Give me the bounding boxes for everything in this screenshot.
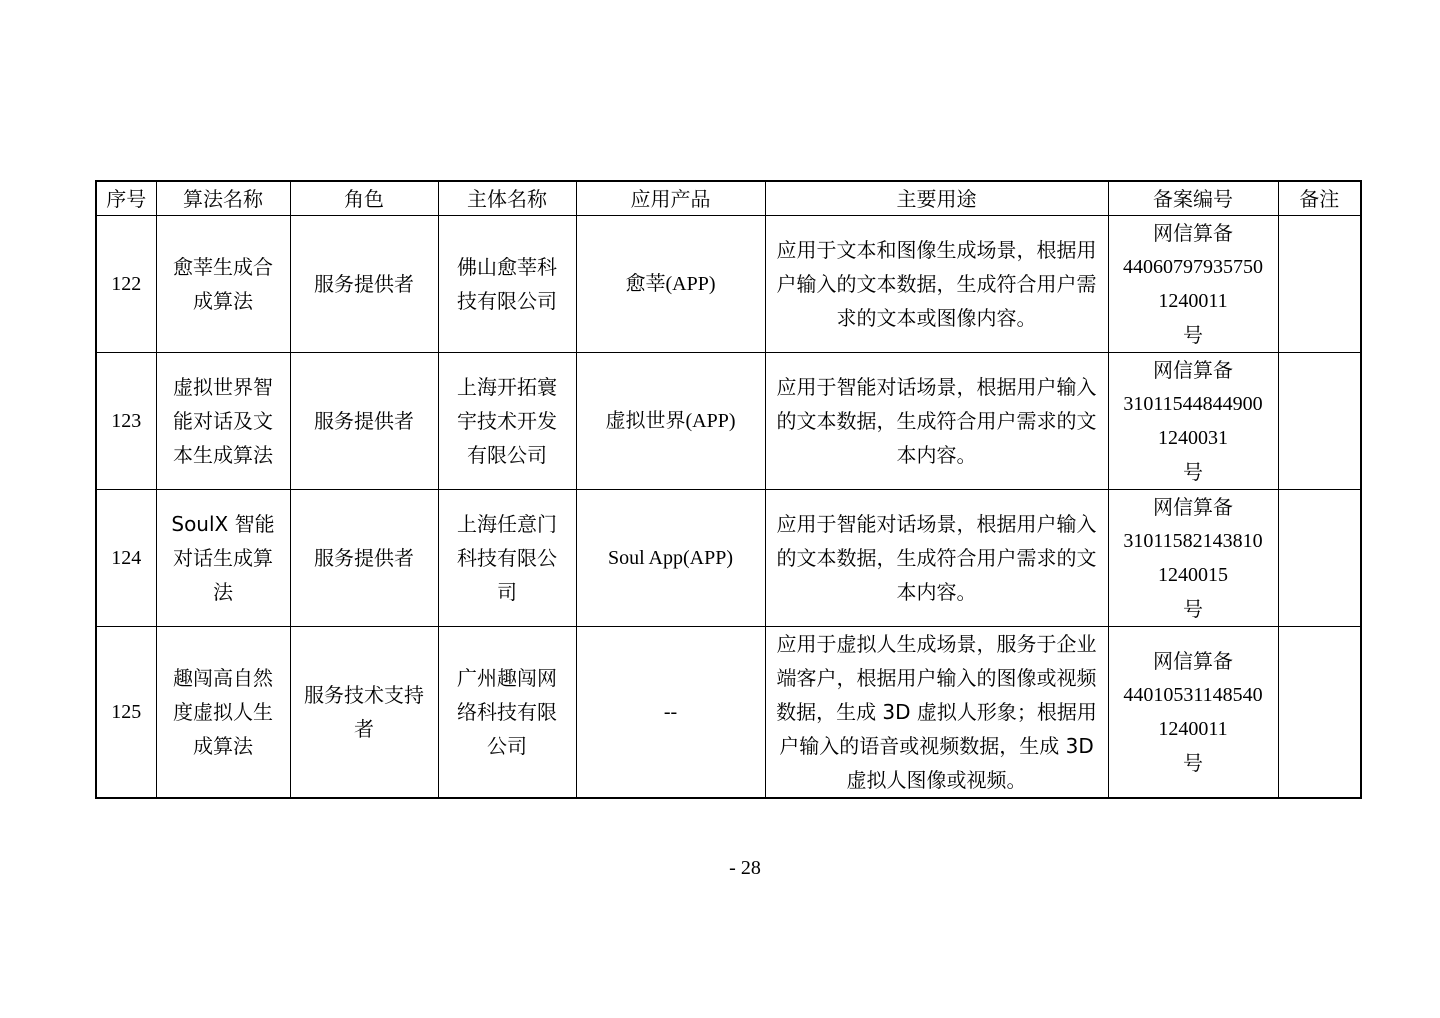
page-number: - 28 xyxy=(729,857,761,879)
cell-seq: 123 xyxy=(96,353,156,490)
cell-algorithm-name: SoulX 智能对话生成算法 xyxy=(156,490,290,627)
filing-code: 440105311485401240011 xyxy=(1123,684,1263,740)
cell-role: 服务提供者 xyxy=(290,490,438,627)
cell-usage: 应用于智能对话场景，根据用户输入的文本数据，生成符合用户需求的文本内容。 xyxy=(765,490,1108,627)
table-row xyxy=(96,216,1361,353)
filing-suffix: 号 xyxy=(1183,751,1203,775)
filing-suffix: 号 xyxy=(1183,597,1203,621)
filing-prefix: 网信算备 xyxy=(1153,221,1233,245)
cell-usage: 应用于智能对话场景，根据用户输入的文本数据，生成符合用户需求的文本内容。 xyxy=(765,353,1108,490)
filing-prefix: 网信算备 xyxy=(1153,649,1233,673)
cell-algorithm-name: 愈莘生成合成算法 xyxy=(156,216,290,353)
header-remark: 备注 xyxy=(1278,181,1361,216)
table-row xyxy=(96,627,1361,799)
filing-prefix: 网信算备 xyxy=(1153,358,1233,382)
cell-remark xyxy=(1278,353,1361,490)
cell-usage: 应用于虚拟人生成场景，服务于企业端客户，根据用户输入的图像或视频数据，生成 3D 虚拟人形象；根据用户输入的语音或视频数据，生成 3D 虚拟人图像或视频。 xyxy=(765,627,1108,799)
table-row xyxy=(96,490,1361,627)
cell-entity-name: 上海任意门科技有限公司 xyxy=(438,490,576,627)
cell-usage: 应用于文本和图像生成场景，根据用户输入的文本数据，生成符合用户需求的文本或图像内容。 xyxy=(765,216,1108,353)
filing-code: 440607979357501240011 xyxy=(1123,256,1263,312)
cell-product: Soul App(APP) xyxy=(576,490,765,627)
filing-prefix: 网信算备 xyxy=(1153,495,1233,519)
header-product: 应用产品 xyxy=(576,181,765,216)
cell-role: 服务提供者 xyxy=(290,353,438,490)
filing-code: 310115448449001240031 xyxy=(1123,393,1263,449)
cell-remark xyxy=(1278,627,1361,799)
header-role: 角色 xyxy=(290,181,438,216)
filing-code: 310115821438101240015 xyxy=(1123,530,1263,586)
header-filing-number: 备案编号 xyxy=(1108,181,1278,216)
cell-product: 愈莘(APP) xyxy=(576,216,765,353)
cell-algorithm-name: 虚拟世界智能对话及文本生成算法 xyxy=(156,353,290,490)
header-entity-name: 主体名称 xyxy=(438,181,576,216)
cell-algorithm-name: 趣闯高自然度虚拟人生成算法 xyxy=(156,627,290,799)
filing-suffix: 号 xyxy=(1183,323,1203,347)
cell-role: 服务提供者 xyxy=(290,216,438,353)
table-header-row xyxy=(96,181,1361,216)
header-usage: 主要用途 xyxy=(765,181,1108,216)
cell-filing-number xyxy=(1108,353,1278,490)
cell-filing-number xyxy=(1108,490,1278,627)
cell-remark xyxy=(1278,490,1361,627)
table-row xyxy=(96,353,1361,490)
cell-product: 虚拟世界(APP) xyxy=(576,353,765,490)
cell-entity-name: 上海开拓寰宇技术开发有限公司 xyxy=(438,353,576,490)
cell-entity-name: 佛山愈莘科技有限公司 xyxy=(438,216,576,353)
cell-seq: 124 xyxy=(96,490,156,627)
filing-suffix: 号 xyxy=(1183,460,1203,484)
header-seq: 序号 xyxy=(96,181,156,216)
cell-remark xyxy=(1278,216,1361,353)
cell-filing-number xyxy=(1108,627,1278,799)
cell-entity-name: 广州趣闯网络科技有限公司 xyxy=(438,627,576,799)
algorithm-registry-table xyxy=(95,180,1362,799)
cell-product: -- xyxy=(576,627,765,799)
cell-role: 服务技术支持者 xyxy=(290,627,438,799)
cell-seq: 122 xyxy=(96,216,156,353)
cell-filing-number xyxy=(1108,216,1278,353)
cell-seq: 125 xyxy=(96,627,156,799)
header-algorithm-name: 算法名称 xyxy=(156,181,290,216)
